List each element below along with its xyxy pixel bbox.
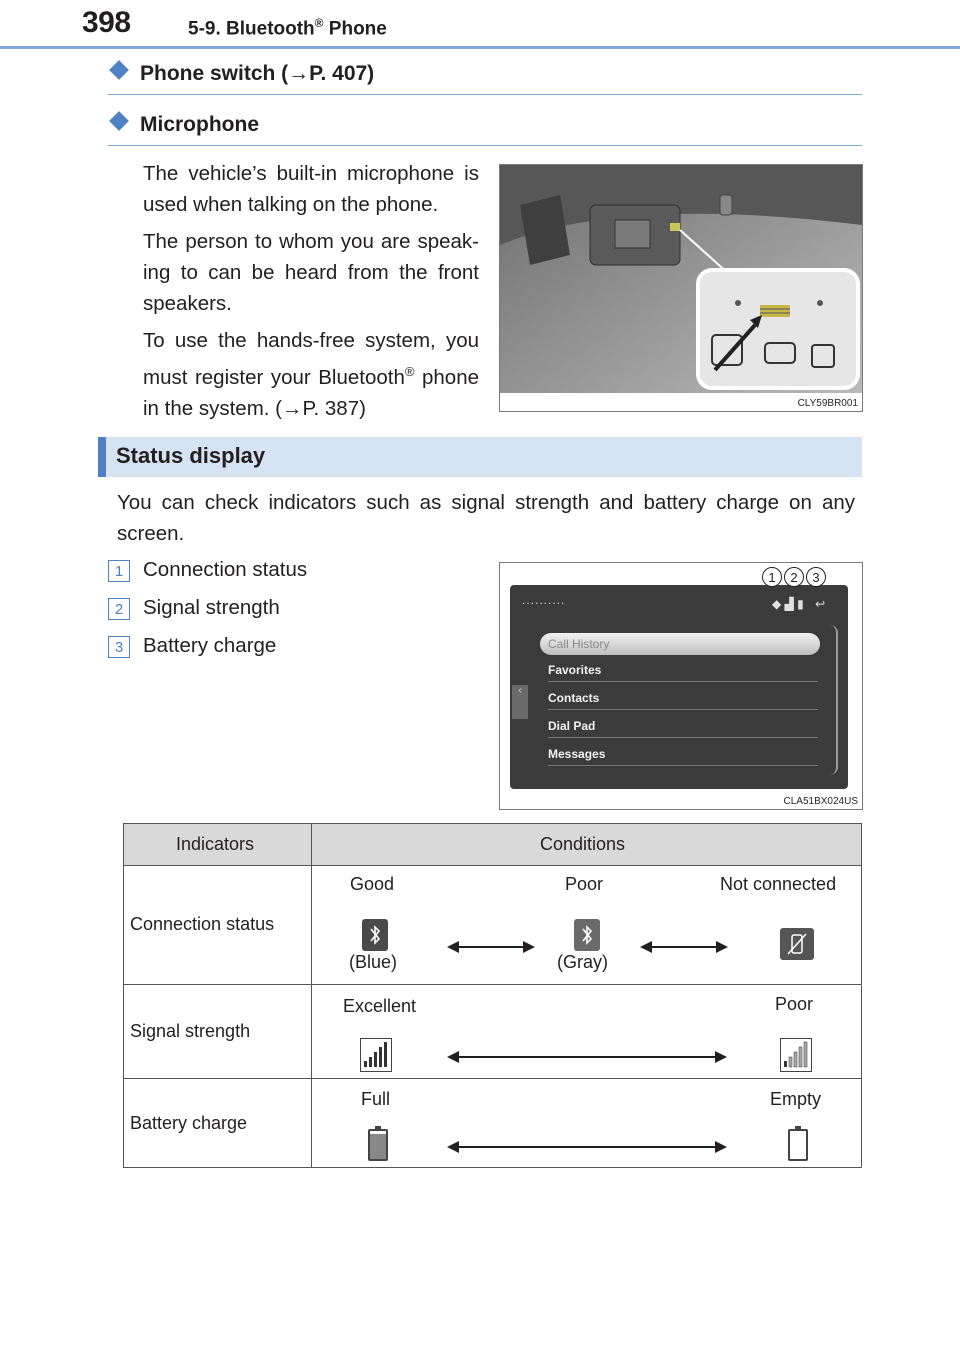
menu-item-favorites[interactable]: Favorites	[548, 663, 818, 682]
microphone-figure	[499, 164, 863, 412]
signal-icon: ▟	[784, 597, 794, 611]
callout-number: 3	[806, 567, 826, 587]
diamond-bullet-icon	[109, 111, 129, 131]
chapter-suffix: Phone	[323, 18, 387, 40]
row-label-signal: Signal strength	[130, 1021, 251, 1041]
chapter-prefix: 5-9. Bluetooth	[188, 18, 315, 40]
bluetooth-gray-icon	[574, 919, 600, 951]
condition-full: Full	[361, 1089, 391, 1109]
figure-code: CLY59BR001	[797, 398, 858, 409]
menu-item-dial-pad[interactable]: Dial Pad	[548, 719, 818, 738]
status-intro: You can check indicators such as signal strength and battery charge on any screen.	[117, 491, 855, 545]
subheading-rule	[108, 145, 862, 146]
page-number: 398	[82, 6, 131, 39]
indicator-table	[123, 823, 862, 1168]
condition-empty: Empty	[770, 1089, 822, 1109]
condition-signal-poor: Poor	[775, 994, 814, 1014]
status-screen-figure	[499, 562, 863, 810]
phone-disconnected-icon	[780, 928, 814, 960]
header-indicators: Indicators	[176, 834, 255, 854]
battery-icon: ▮	[797, 597, 804, 611]
microphone-description	[143, 158, 479, 430]
bluetooth-blue-icon	[362, 919, 388, 951]
condition-note-blue: (Blue)	[349, 952, 398, 972]
menu-item-messages[interactable]: Messages	[548, 747, 818, 766]
double-arrow-icon	[642, 946, 726, 948]
status-icons	[772, 597, 825, 611]
signal-full-icon	[360, 1038, 392, 1072]
diamond-bullet-icon	[109, 60, 129, 80]
section-title: Status display	[116, 443, 266, 468]
item-label: Battery charge	[143, 634, 277, 657]
callout-numbers	[762, 567, 826, 587]
condition-not-connected: Not connected	[720, 874, 837, 894]
condition-excellent: Excellent	[343, 996, 417, 1016]
item-number-badge: 2	[108, 598, 130, 620]
header-rule	[0, 46, 960, 49]
phone-switch-label: Phone switch (→P. 407)	[140, 62, 375, 85]
menu-item-call-history[interactable]: Call History	[540, 633, 820, 655]
table-header-row	[124, 824, 861, 866]
paragraph: The person to whom you are speak-ing to can be heard from the front speakers.	[143, 230, 479, 315]
condition-good: Good	[350, 874, 395, 894]
bluetooth-icon: ◆	[772, 597, 782, 611]
microphone-heading	[108, 113, 259, 137]
status-display-section-header	[98, 437, 862, 477]
signal-low-icon	[780, 1038, 812, 1072]
chapter-title	[188, 16, 387, 40]
microphone-label: Microphone	[140, 113, 259, 136]
condition-note-gray: (Gray)	[557, 952, 608, 972]
condition-poor: Poor	[565, 874, 604, 894]
menu-item-contacts[interactable]: Contacts	[548, 691, 818, 710]
screen-title: ..........	[522, 593, 566, 607]
paragraph: The vehicle’s built-in microphone is used when talking on the phone.	[143, 162, 479, 216]
registered-mark: ®	[404, 364, 415, 379]
double-arrow-icon	[449, 1146, 725, 1148]
battery-full-icon	[368, 1129, 388, 1161]
phone-switch-heading	[108, 62, 374, 86]
subheading-rule	[108, 94, 862, 95]
battery-empty-icon	[788, 1129, 808, 1161]
row-divider	[124, 1078, 861, 1079]
paragraph-text: To use the hands-free system, you must register your Bluetooth	[143, 329, 479, 389]
row-label-battery: Battery charge	[130, 1113, 248, 1133]
paragraph-text: phone in the system. (→P. 387)	[143, 365, 480, 420]
double-arrow-icon	[449, 946, 533, 948]
item-number-badge: 3	[108, 636, 130, 658]
callout-number: 1	[762, 567, 782, 587]
scroll-arc	[830, 625, 838, 775]
side-tab-icon[interactable]: ‹	[512, 685, 528, 719]
header-conditions: Conditions	[540, 834, 626, 854]
screen-display	[510, 585, 848, 789]
headliner-illustration	[500, 165, 862, 411]
row-divider	[124, 984, 861, 985]
figure-code: CLA51BX024US	[783, 796, 858, 807]
item-label: Connection status	[143, 558, 308, 581]
registered-mark: ®	[314, 16, 324, 30]
double-arrow-icon	[449, 1056, 725, 1058]
row-label-connection: Connection status	[130, 914, 275, 934]
paragraph	[143, 325, 479, 424]
callout-number: 2	[784, 567, 804, 587]
item-number-badge: 1	[108, 560, 130, 582]
item-label: Signal strength	[143, 596, 280, 619]
back-icon: ↩	[815, 597, 826, 611]
column-divider	[311, 824, 312, 1167]
